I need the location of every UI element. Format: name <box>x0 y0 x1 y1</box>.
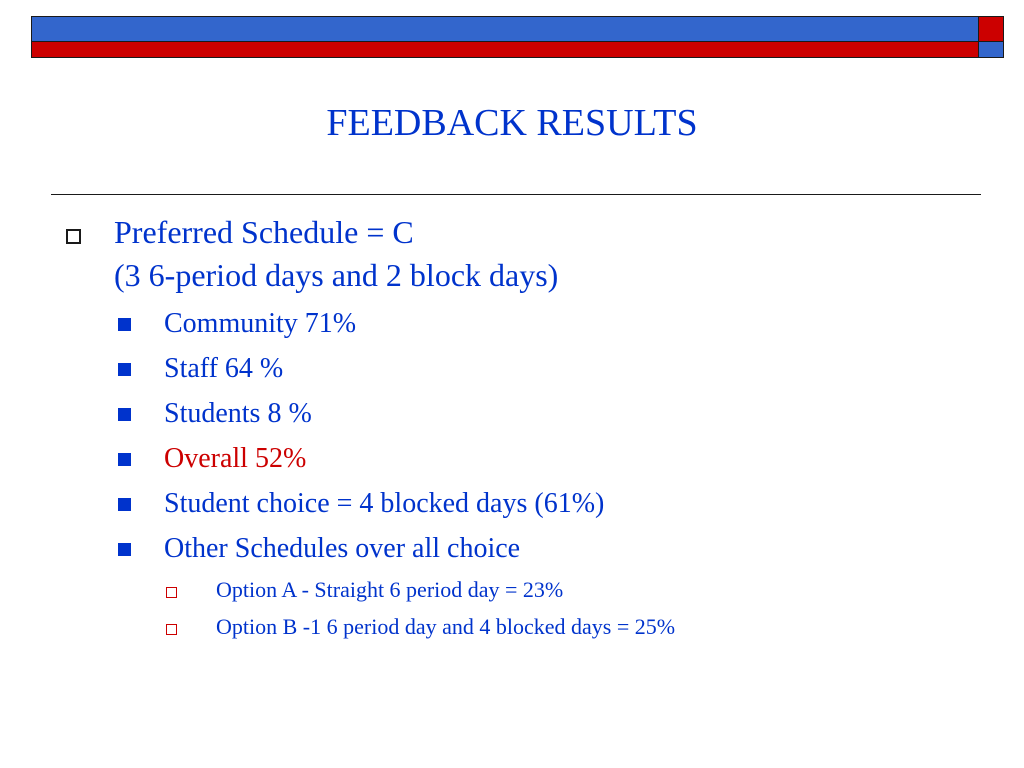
solid-square-icon <box>118 453 131 466</box>
list-item-students: Students 8 % <box>164 398 312 429</box>
banner-red-square <box>978 17 1003 42</box>
preferred-schedule-heading: Preferred Schedule = C <box>114 214 414 250</box>
list-item-community: Community 71% <box>164 308 357 339</box>
list-item-option-b: Option B -1 6 period day and 4 blocked days = 25% <box>216 614 676 639</box>
solid-square-icon <box>118 408 131 421</box>
title-divider <box>51 194 981 195</box>
small-hollow-square-icon <box>166 624 177 635</box>
preferred-schedule-detail: (3 6-period days and 2 block days) <box>114 257 559 293</box>
solid-square-icon <box>118 498 131 511</box>
slide-title: FEEDBACK RESULTS <box>326 102 698 144</box>
list-item-student-choice: Student choice = 4 blocked days (61%) <box>164 488 605 519</box>
solid-square-icon <box>118 318 131 331</box>
solid-square-icon <box>118 363 131 376</box>
top-banner <box>31 16 1004 58</box>
small-hollow-square-icon <box>166 587 177 598</box>
banner-red-stripe <box>32 42 978 57</box>
list-item-option-a: Option A - Straight 6 period day = 23% <box>216 577 564 602</box>
hollow-square-icon <box>66 229 81 244</box>
solid-square-icon <box>118 543 131 556</box>
list-item-staff: Staff 64 % <box>164 353 284 384</box>
list-item-other-schedules: Other Schedules over all choice <box>164 533 521 564</box>
banner-blue-square <box>978 42 1003 57</box>
banner-blue-stripe <box>32 17 978 42</box>
list-item-overall: Overall 52% <box>164 443 307 474</box>
